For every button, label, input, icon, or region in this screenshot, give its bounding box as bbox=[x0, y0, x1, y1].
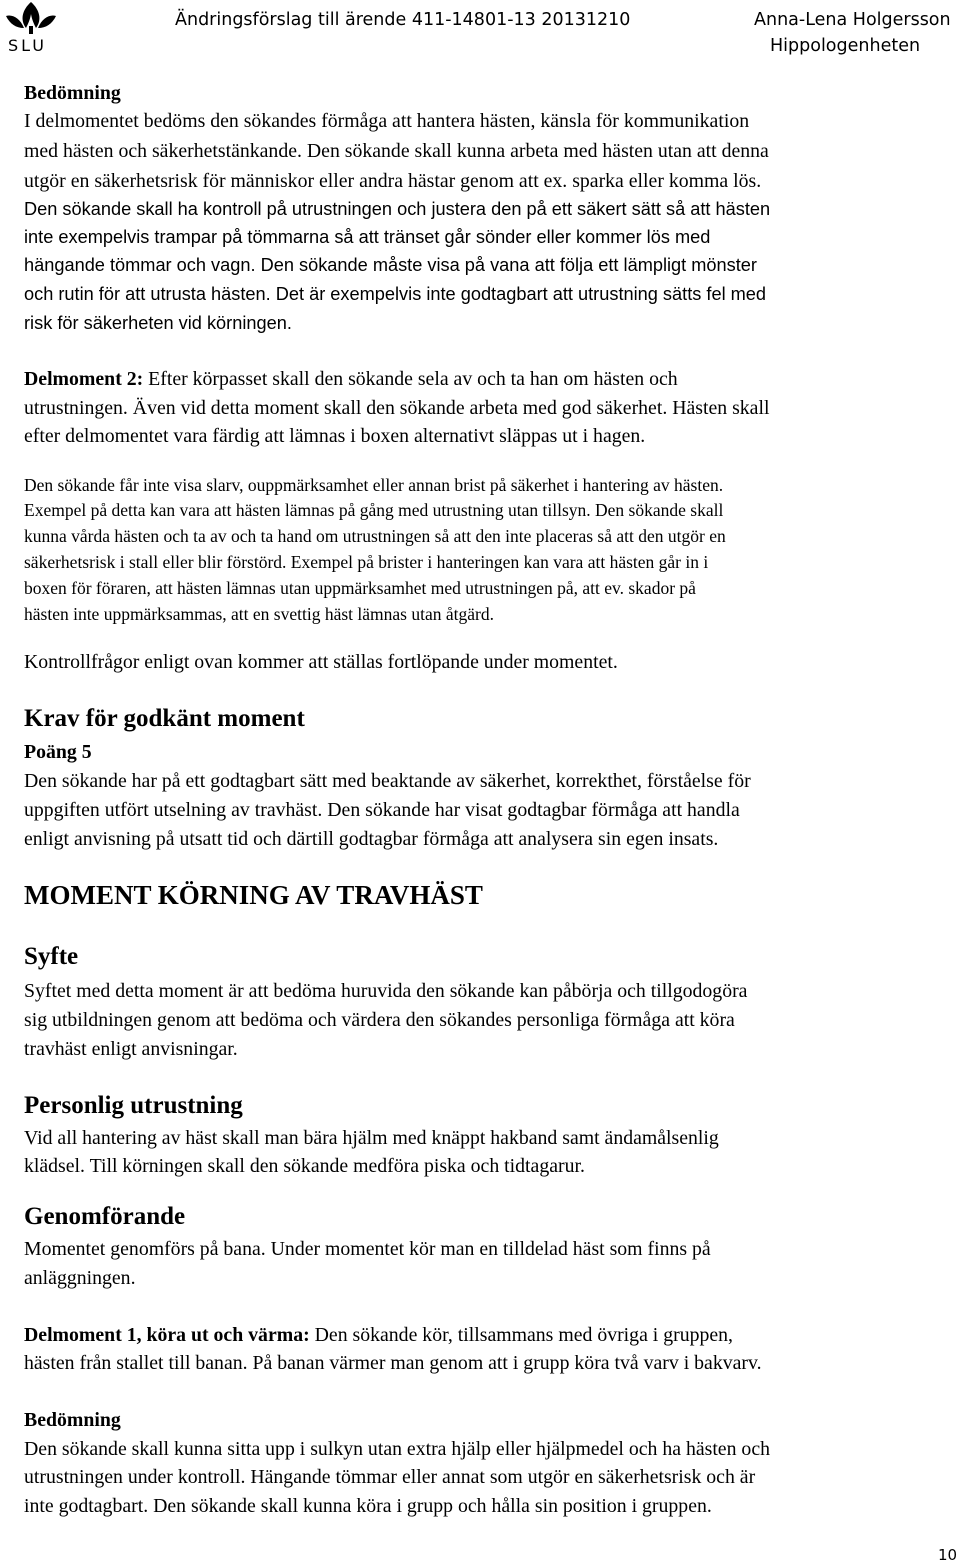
paragraph-line: Vid all hantering av häst skall man bära hjälm med knäppt hakband samt ändamålsenlig bbox=[24, 1127, 719, 1149]
krav-heading: Krav för godkänt moment bbox=[24, 705, 305, 732]
paragraph-line: Syftet med detta moment är att bedöma huruvida den sökande kan påbörja och tillgodogöra bbox=[24, 980, 748, 1002]
paragraph-line: I delmomentet bedöms den sökandes förmåga att hantera hästen, känsla för kommunikation bbox=[24, 110, 750, 132]
points-label: Poäng 5 bbox=[24, 741, 92, 763]
paragraph-line: klädsel. Till körningen skall den sökande medföra piska och tidtagarur. bbox=[24, 1155, 585, 1177]
paragraph-line: efter delmomentet vara färdig att lämnas i boxen alternativt släppas ut i hagen. bbox=[24, 425, 646, 447]
syfte-heading: Syfte bbox=[24, 943, 79, 970]
bedomning2-heading: Bedömning bbox=[24, 1409, 121, 1431]
delmoment1-text: Den sökande kör, tillsammans med övriga i gruppen, bbox=[309, 1324, 734, 1346]
paragraph-line: och rutin för att utrusta hästen. Det är exempelvis inte godtagbart att utrustning sätts fel med bbox=[24, 284, 767, 304]
paragraph-line: enligt anvisning på utsatt tid och därtill godtagbar förmåga att analysera sin egen insats. bbox=[24, 828, 719, 850]
paragraph-line: Momentet genomförs på bana. Under momentet kör man en tilldelad häst som finns på bbox=[24, 1238, 711, 1260]
paragraph-line: utgör en säkerhetsrisk för människor eller andra hästar genom att ex. sparka eller komma lös. bbox=[24, 170, 762, 192]
logo-text: SLU bbox=[8, 36, 47, 55]
header-department: Hippologenheten bbox=[770, 36, 921, 56]
paragraph-line: risk för säkerheten vid körningen. bbox=[24, 313, 292, 333]
paragraph-line: hängande tömmar och vagn. Den sökande måste visa på vana att följa ett lämpligt mönster bbox=[24, 255, 757, 275]
paragraph-line: boxen för föraren, att hästen lämnas utan uppmärksamhet med utrustningen på, att ev. skador på bbox=[24, 578, 696, 598]
paragraph-line: inte godtagbart. Den sökande skall kunna köra i grupp och hålla sin position i gruppen. bbox=[24, 1495, 712, 1517]
delmoment2-text: Efter körpasset skall den sökande sela av och ta han om hästen och bbox=[143, 368, 678, 390]
paragraph-line: inte exempelvis trampar på tömmarna så att tränset går sönder eller kommer lös med bbox=[24, 227, 711, 247]
paragraph-line: Den sökande har på ett godtagbart sätt med beaktande av säkerhet, korrekthet, förståelse för bbox=[24, 770, 751, 792]
delmoment2-label: Delmoment 2: bbox=[24, 368, 144, 390]
delmoment1-line bbox=[24, 1321, 939, 1349]
paragraph-line: hästen inte uppmärksammas, att en svettig häst lämnas utan åtgärd. bbox=[24, 604, 494, 624]
paragraph-line: utrustningen. Även vid detta moment skall den sökande arbeta med god säkerhet. Hästen skall bbox=[24, 397, 770, 419]
paragraph-line: säkerhetsrisk i stall eller blir förstörd. Exempel på brister i hanteringen kan vara att hästen går in i bbox=[24, 552, 709, 572]
delmoment2-line bbox=[24, 365, 939, 394]
paragraph-line: kunna vårda hästen och ta av och ta hand om utrustningen så att den inte placeras så att den utgör en bbox=[24, 526, 726, 546]
delmoment1-label: Delmoment 1, köra ut och värma: bbox=[24, 1324, 310, 1346]
paragraph-line: uppgiften utfört utselning av travhäst. Den sökande har visat godtagbar förmåga att handla bbox=[24, 799, 740, 821]
kontrollfragor-line: Kontrollfrågor enligt ovan kommer att ställas fortlöpande under momentet. bbox=[24, 651, 618, 673]
header-author: Anna-Lena Holgersson bbox=[754, 10, 951, 30]
paragraph-line: Exempel på detta kan vara att hästen lämnas på gång med utrustning utan tillsyn. Den sökande skall bbox=[24, 500, 724, 520]
header-document-ref: Ändringsförslag till ärende 411-14801-13 20131210 bbox=[175, 10, 631, 30]
genomforande-heading: Genomförande bbox=[24, 1203, 186, 1230]
paragraph-line: Den sökande skall kunna sitta upp i sulkyn utan extra hjälp eller hjälpmedel och ha hästen och bbox=[24, 1438, 770, 1460]
paragraph-line: Den sökande får inte visa slarv, ouppmärksamhet eller annan brist på säkerhet i hantering av hästen. bbox=[24, 475, 724, 495]
paragraph-line: anläggningen. bbox=[24, 1267, 136, 1289]
leaf-logo-icon bbox=[2, 0, 60, 36]
utrustning-heading: Personlig utrustning bbox=[24, 1092, 243, 1119]
paragraph-line: Den sökande skall ha kontroll på utrustningen och justera den på ett säkert sätt så att hästen bbox=[24, 199, 771, 219]
paragraph-line: travhäst enligt anvisningar. bbox=[24, 1038, 238, 1060]
page-number: 10 bbox=[938, 1546, 958, 1564]
moment-title: MOMENT KÖRNING AV TRAVHÄST bbox=[24, 880, 483, 910]
bedomning-heading: Bedömning bbox=[24, 82, 121, 104]
paragraph-line: med hästen och säkerhetstänkande. Den sökande skall kunna arbeta med hästen utan att denna bbox=[24, 140, 769, 162]
paragraph-line: sig utbildningen genom att bedöma och värdera den sökandes personliga förmåga att köra bbox=[24, 1009, 735, 1031]
paragraph-line: utrustningen under kontroll. Hängande tömmar eller annat som utgör en säkerhetsrisk och är bbox=[24, 1466, 756, 1488]
paragraph-line: hästen från stallet till banan. På banan värmer man genom att i grupp köra två varv i bakvarv. bbox=[24, 1352, 762, 1374]
